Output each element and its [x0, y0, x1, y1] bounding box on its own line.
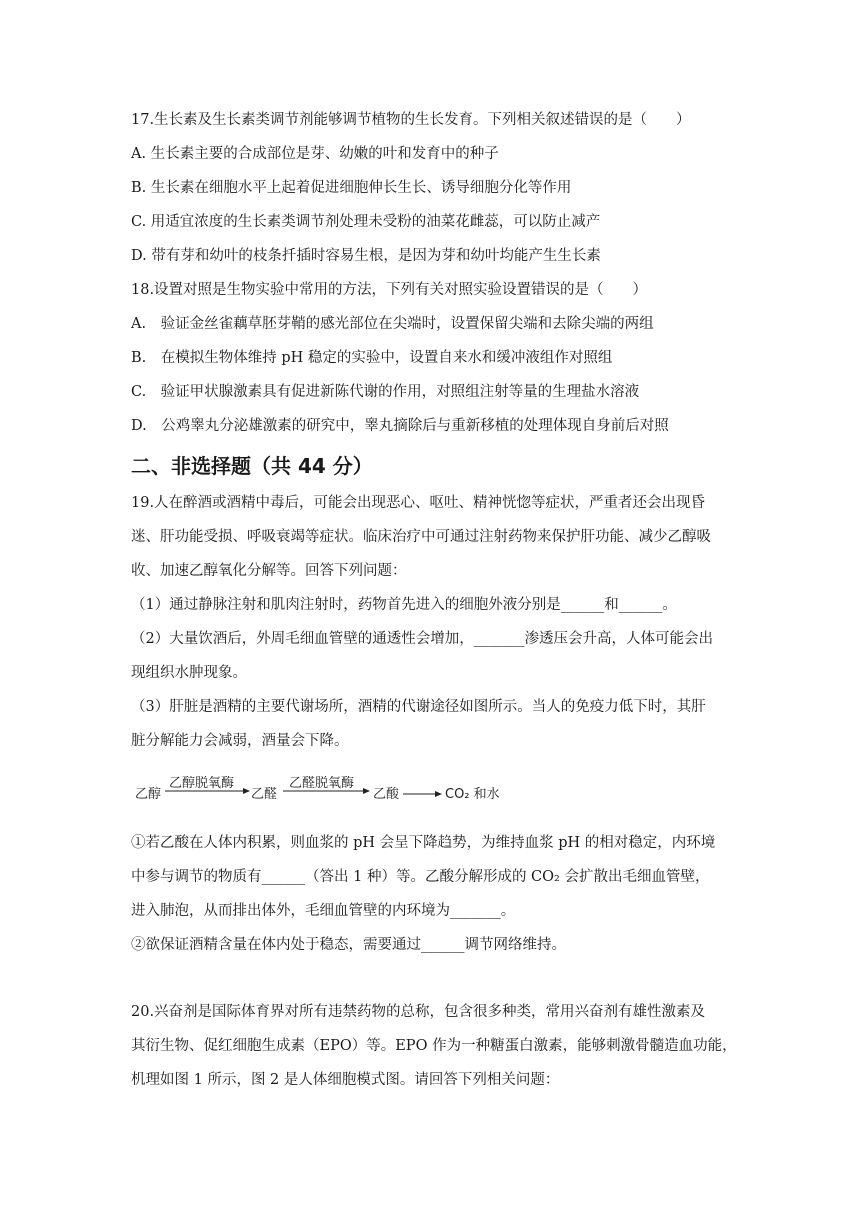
q17-option-c: C. 用适宜浓度的生长素类调节剂处理未受粉的油菜花雌蕊，可以防止减产 [131, 214, 601, 230]
q20-line-3: 机理如图 1 所示，图 2 是人体细胞模式图。请回答下列相关问题： [131, 1072, 560, 1088]
arrow-head-icon [435, 791, 442, 797]
q18-option-a: A. 验证金丝雀藕草胚芽鞘的感光部位在尖端时，设置保留尖端和去除尖端的两组 [131, 316, 654, 332]
arrow-head-icon [363, 788, 370, 794]
q18-option-b: B. 在模拟生物体维持 pH 稳定的实验中，设置自来水和缓冲液组作对照组 [131, 350, 613, 366]
q17-option-d: D. 带有芽和幼叶的枝条扦插时容易生根，是因为芽和幼叶均能产生生长素 [131, 248, 601, 264]
q18-option-c: C. 验证甲状腺激素具有促进新陈代谢的作用，对照组注射等量的生理盐水溶液 [131, 384, 640, 400]
q19-part-2-b: 现组织水肿现象。 [131, 665, 247, 681]
q18-stem: 18.设置对照是生物实验中常用的方法，下列有关对照实验设置错误的是（ ） [131, 282, 648, 298]
q19-sub-1-a: ①若乙酸在人体内积累，则血浆的 pH 会呈下降趋势，为维持血浆 pH 的相对稳定，内环境 [131, 835, 716, 851]
q19-line-2: 迷、肝功能受损、呼吸衰竭等症状。临床治疗中可通过注射药物来保护肝功能、减少乙醇吸 [131, 529, 711, 545]
q19-part-2-a: （2）大量饮酒后，外周毛细血管壁的通透性会增加，_______渗透压会升高，人体可能会出 [131, 631, 713, 647]
q19-part-3-a: （3）肝脏是酒精的主要代谢场所，酒精的代谢途径如图所示。当人的免疫力低下时，其肝 [131, 699, 706, 715]
pathway-ethanol: 乙醇 [135, 787, 162, 802]
q19-line-1: 19.人在醉酒或酒精中毒后，可能会出现恶心、呕吐、精神恍惚等症状，严重者还会出现昏 [131, 495, 706, 511]
q19-sub-1-c: 进入肺泡，从而排出体外，毛细血管壁的内环境为_______。 [131, 903, 516, 919]
q19-sub-1-b: 中参与调节的物质有______（答出 1 种）等。乙酸分解形成的 CO₂ 会扩散出毛细血管壁， [131, 869, 710, 885]
q19-line-3: 收、加速乙醇氧化分解等。回答下列问题： [131, 563, 407, 579]
q19-part-1: （1）通过静脉注射和肌肉注射时，药物首先进入的细胞外液分别是______和______。 [131, 597, 677, 613]
metabolic-pathway-diagram [135, 776, 535, 806]
q20-line-2: 其衍生物、促红细胞生成素（EPO）等。EPO 作为一种糖蛋白激素，能够刺激骨髓造血功能， [131, 1038, 737, 1054]
pathway-products: CO₂ 和水 [445, 787, 500, 802]
arrow-head-icon [243, 788, 250, 794]
q19-part-3-b: 脏分解能力会减弱，酒量会下降。 [131, 733, 349, 749]
pathway-enzyme-2: 乙醛脱氧酶 [289, 776, 355, 791]
q17-option-a: A. 生长素主要的合成部位是芽、幼嫩的叶和发育中的种子 [131, 146, 499, 162]
q19-sub-2: ②欲保证酒精含量在体内处于稳态，需要通过______调节网络维持。 [131, 937, 566, 953]
pathway-acetic-acid: 乙酸 [373, 787, 400, 802]
q17-option-b: B. 生长素在细胞水平上起着促进细胞伸长生长、诱导细胞分化等作用 [131, 180, 572, 196]
section-heading: 二、非选择题（共 44 分） [131, 454, 373, 478]
pathway-enzyme-1: 乙醇脱氧酶 [169, 776, 235, 791]
pathway-acetaldehyde: 乙醛 [251, 787, 278, 802]
q20-line-1: 20.兴奋剂是国际体育界对所有违禁药物的总称，包含很多种类，常用兴奋剂有雄性激素及 [131, 1004, 706, 1020]
q17-stem: 17.生长素及生长素类调节剂能够调节植物的生长发育。下列相关叙述错误的是（ ） [131, 112, 691, 128]
q18-option-d: D. 公鸡睾丸分泌雄激素的研究中，睾丸摘除后与重新移植的处理体现自身前后对照 [131, 418, 669, 434]
